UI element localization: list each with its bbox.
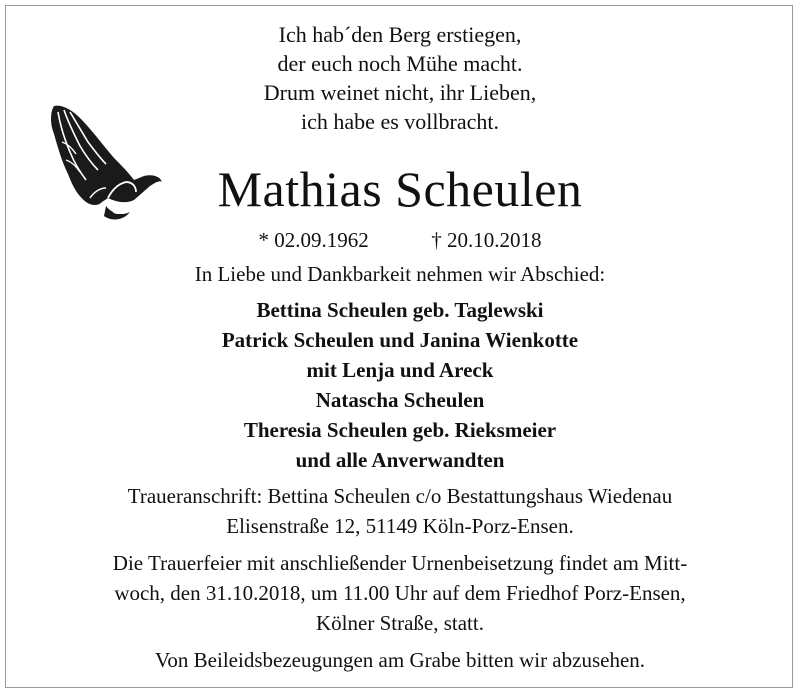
mourner-line: Bettina Scheulen geb. Taglewski xyxy=(256,298,544,322)
deceased-name: Mathias Scheulen xyxy=(217,161,583,217)
death-date: † 20.10.2018 xyxy=(431,228,542,252)
address-line: Elisenstraße 12, 51149 Köln-Porz-Ensen. xyxy=(226,514,574,538)
farewell-intro: In Liebe und Dankbarkeit nehmen wir Abschied: xyxy=(194,262,606,286)
mourner-line: Theresia Scheulen geb. Rieksmeier xyxy=(243,418,557,442)
mourner-line: Patrick Scheulen und Janina Wienkotte xyxy=(221,328,579,352)
poem-line-3: Drum weinet nicht, ihr Lieben, xyxy=(263,80,537,105)
ceremony-line: Kölner Straße, statt. xyxy=(316,611,484,635)
ceremony-line: Die Trauerfeier mit anschließender Urnenbeisetzung findet am Mitt- xyxy=(112,551,688,575)
closing-note: Von Beileidsbezeugungen am Grabe bitten wir abzusehen. xyxy=(154,648,646,672)
life-dates xyxy=(0,228,800,253)
poem-line-4: ich habe es vollbracht. xyxy=(301,109,499,134)
birth-date: * 02.09.1962 xyxy=(258,228,369,252)
mourner-line: und alle Anverwandten xyxy=(295,448,505,472)
ceremony-line: woch, den 31.10.2018, um 11.00 Uhr auf dem Friedhof Porz-Ensen, xyxy=(114,581,686,605)
mourner-line: mit Lenja und Areck xyxy=(306,358,494,382)
poem-line-2: der euch noch Mühe macht. xyxy=(277,51,523,76)
address-line: Traueranschrift: Bettina Scheulen c/o Bestattungshaus Wiedenau xyxy=(127,484,673,508)
mourner-line: Natascha Scheulen xyxy=(315,388,485,412)
poem-line-1: Ich hab´den Berg erstiegen, xyxy=(278,22,522,47)
